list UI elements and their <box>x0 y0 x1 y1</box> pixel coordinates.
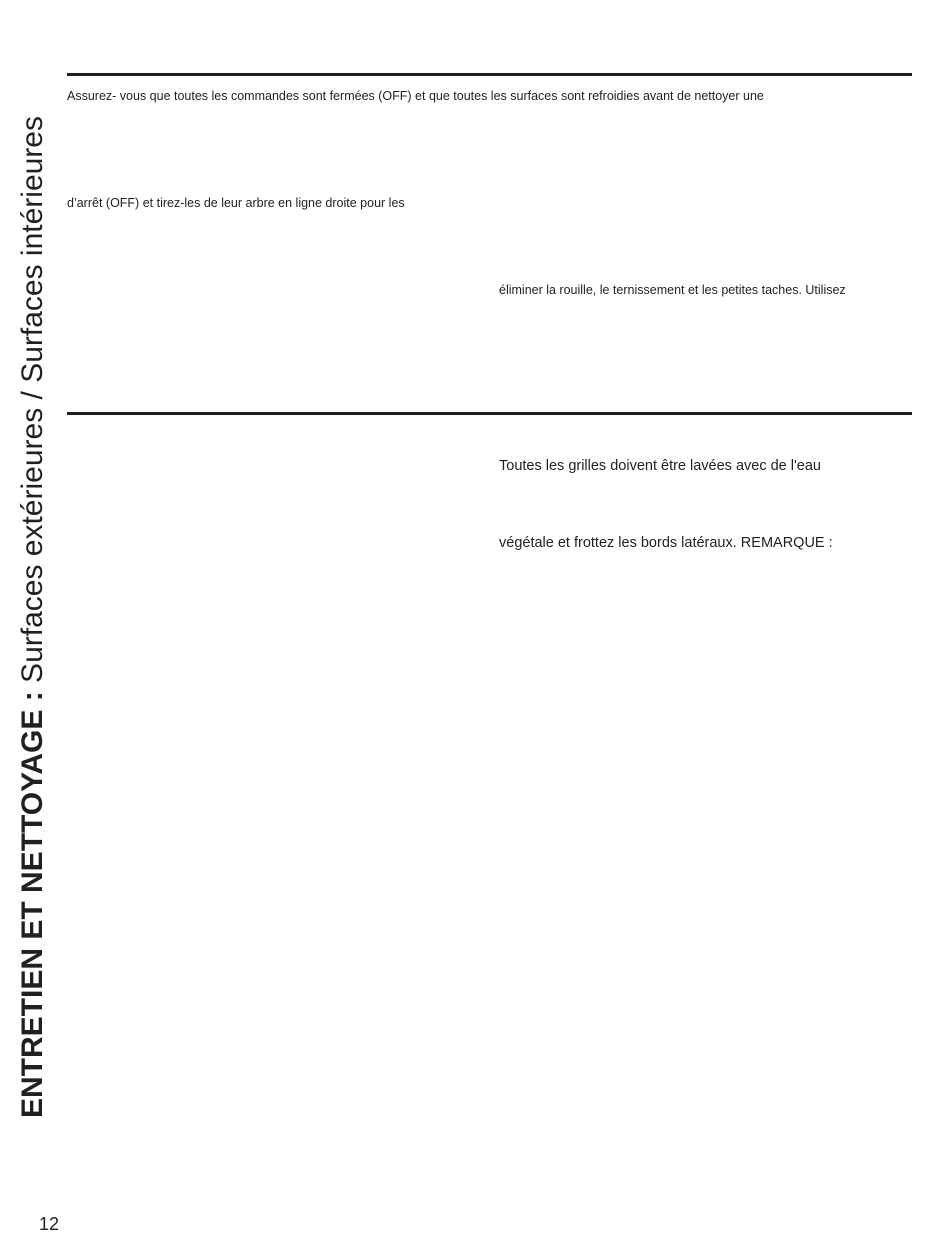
paragraph-line: Toutes les grilles doivent être lavées avec de l'eau <box>499 458 821 474</box>
paragraph-line: d’arrêt (OFF) et tirez-les de leur arbre en ligne droite pour les <box>67 196 405 210</box>
paragraph-line: éliminer la rouille, le ternissement et les petites taches. Utilisez <box>499 283 846 297</box>
side-title-main: ENTRETIEN ET NETTOYAGE : <box>16 682 49 1118</box>
section-divider-top <box>67 73 912 76</box>
section-divider-middle <box>67 412 912 415</box>
paragraph-line: végétale et frottez les bords latéraux. REMARQUE : <box>499 535 833 551</box>
paragraph-line: Assurez- vous que toutes les commandes sont fermées (OFF) et que toutes les surfaces sont refroidies avant de nettoyer une <box>67 89 764 103</box>
page-number: 12 <box>39 1214 60 1234</box>
side-title-sub: Surfaces extérieures / Surfaces intérieures <box>16 116 49 683</box>
section-side-title <box>18 116 48 1118</box>
